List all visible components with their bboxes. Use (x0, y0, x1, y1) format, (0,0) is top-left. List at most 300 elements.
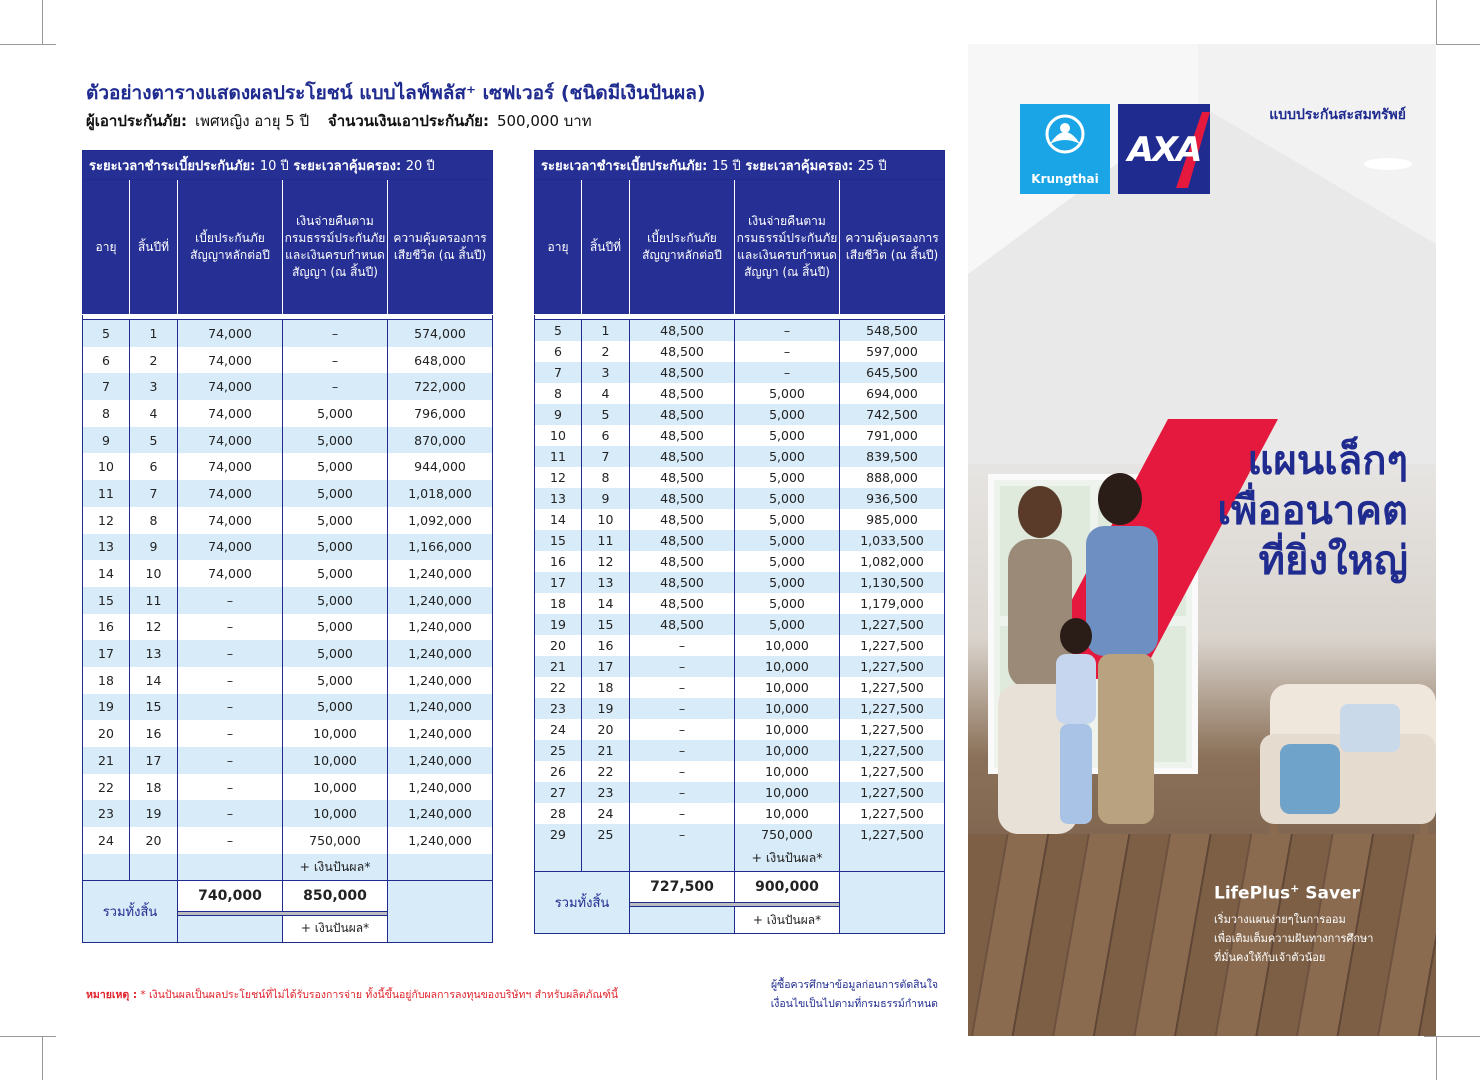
table-row (535, 467, 945, 488)
cell-death: 1,227,500 (840, 656, 945, 677)
cell-cashback: 10,000 (735, 719, 840, 740)
crop-mark (42, 0, 43, 44)
cell-death: 1,033,500 (840, 530, 945, 551)
cell-year: 12 (130, 614, 178, 641)
cell-premium: 74,000 (178, 427, 283, 454)
cell-death: 1,130,500 (840, 572, 945, 593)
cell-death: 1,227,500 (840, 761, 945, 782)
cell-premium: 48,500 (630, 341, 735, 362)
cell-age: 6 (535, 341, 582, 362)
table-row (535, 404, 945, 425)
cell-year: 17 (582, 656, 630, 677)
cell-age: 23 (535, 698, 582, 719)
cell-cashback: 750,000 (283, 827, 388, 854)
cell-age: 10 (83, 453, 130, 480)
cell-age: 14 (535, 509, 582, 530)
cell-premium: – (630, 656, 735, 677)
cell-premium: 48,500 (630, 488, 735, 509)
cell-age: 18 (83, 667, 130, 694)
table-row (83, 534, 493, 561)
insured-info (86, 109, 606, 133)
crop-mark (1436, 1036, 1437, 1080)
cell-cashback: 5,000 (283, 640, 388, 667)
cell-cashback: 10,000 (735, 635, 840, 656)
sum-label: จำนวนเงินเอาประกันภัย: (327, 112, 489, 130)
cell-premium: – (630, 824, 735, 845)
cell-cashback: 5,000 (283, 614, 388, 641)
cell-death: 1,227,500 (840, 824, 945, 845)
table-row (535, 803, 945, 824)
advice-note (760, 976, 938, 1014)
cell-death: 1,240,000 (388, 800, 493, 827)
cell-cashback: 5,000 (283, 667, 388, 694)
cell-year: 17 (130, 747, 178, 774)
table-row (535, 593, 945, 614)
cell-cashback: 5,000 (735, 467, 840, 488)
table-row (83, 800, 493, 827)
cell-death: 870,000 (388, 427, 493, 454)
cell-premium: – (178, 800, 283, 827)
cell-year: 15 (582, 614, 630, 635)
dividend-note: + เงินปันผล* (283, 854, 388, 881)
cell-year: 23 (582, 782, 630, 803)
cell-year: 22 (582, 761, 630, 782)
col-header-death: ความคุ้มครองการเสียชีวิต (ณ สิ้นปี) (840, 180, 945, 315)
cell-premium: – (630, 677, 735, 698)
cell-cashback: 10,000 (735, 656, 840, 677)
cell-cashback: 5,000 (283, 694, 388, 721)
cell-year: 14 (130, 667, 178, 694)
cell-year: 15 (130, 694, 178, 721)
cell-age: 16 (535, 551, 582, 572)
table-row (83, 480, 493, 507)
cell-death: 944,000 (388, 453, 493, 480)
cell-age: 15 (535, 530, 582, 551)
total-cashback: 850,000 (283, 880, 388, 911)
cell-age: 7 (535, 362, 582, 383)
cell-premium: – (630, 740, 735, 761)
cell-age: 12 (535, 467, 582, 488)
cell-age: 13 (535, 488, 582, 509)
table-row (535, 341, 945, 362)
cell-death: 796,000 (388, 400, 493, 427)
cell-premium: – (178, 667, 283, 694)
cell-cashback: 5,000 (283, 427, 388, 454)
table-row (83, 720, 493, 747)
cell-cashback: 5,000 (735, 425, 840, 446)
cell-death: 742,500 (840, 404, 945, 425)
total-extra: + เงินปันผล* (735, 907, 840, 934)
table-row (535, 740, 945, 761)
cell-year: 10 (582, 509, 630, 530)
cell-year: 5 (130, 427, 178, 454)
cell-cashback: 10,000 (283, 747, 388, 774)
cell-death: 1,240,000 (388, 667, 493, 694)
table-row (535, 824, 945, 845)
crop-mark (42, 1036, 43, 1080)
cell-death: 1,240,000 (388, 587, 493, 614)
cell-year: 3 (582, 362, 630, 383)
cell-death: 1,166,000 (388, 534, 493, 561)
footnote-label: หมายเหตุ : (86, 989, 138, 1001)
table-row (535, 530, 945, 551)
cell-age: 14 (83, 560, 130, 587)
cell-age: 22 (535, 677, 582, 698)
cell-age: 13 (83, 534, 130, 561)
cell-cashback: 5,000 (283, 560, 388, 587)
cell-year: 7 (130, 480, 178, 507)
cell-death: 574,000 (388, 320, 493, 347)
cell-premium: 74,000 (178, 347, 283, 374)
cell-death: 1,240,000 (388, 614, 493, 641)
cover-panel (968, 44, 1436, 1036)
cell-death: 548,500 (840, 320, 945, 342)
table-row (535, 509, 945, 530)
cell-death: 648,000 (388, 347, 493, 374)
cell-death: 722,000 (388, 373, 493, 400)
cell-cashback: 5,000 (283, 453, 388, 480)
cell-age: 8 (83, 400, 130, 427)
col-header-cashback: เงินจ่ายคืนตามกรมธรรม์ประกันภัยและเงินครบกำหนดสัญญา (ณ สิ้นปี) (735, 180, 840, 315)
cell-death: 1,227,500 (840, 803, 945, 824)
cell-death: 1,240,000 (388, 560, 493, 587)
cell-year: 9 (130, 534, 178, 561)
cell-premium: – (630, 698, 735, 719)
cell-cashback: 5,000 (283, 400, 388, 427)
table-row (83, 373, 493, 400)
cell-cashback: 10,000 (283, 720, 388, 747)
cell-year: 16 (130, 720, 178, 747)
cell-premium: 48,500 (630, 404, 735, 425)
cell-premium: 48,500 (630, 362, 735, 383)
cell-age: 24 (83, 827, 130, 854)
cell-year: 7 (582, 446, 630, 467)
cell-cashback: – (283, 320, 388, 347)
cell-cashback: 5,000 (735, 572, 840, 593)
cell-death: 597,000 (840, 341, 945, 362)
cell-cashback: 5,000 (735, 551, 840, 572)
cell-cashback: 5,000 (735, 383, 840, 404)
cell-age: 9 (535, 404, 582, 425)
cell-age: 5 (83, 320, 130, 347)
table-row (535, 761, 945, 782)
cell-premium: 74,000 (178, 453, 283, 480)
footnote-text: * เงินปันผลเป็นผลประโยชน์ที่ไม่ได้รับรองการจ่าย ทั้งนี้ขึ้นอยู่กับผลการลงทุนของบริษัทฯ สำหรับผลิตภัณฑ์นี้ (140, 989, 619, 1001)
table-row (535, 425, 945, 446)
cell-age: 18 (535, 593, 582, 614)
total-extra: + เงินปันผล* (283, 915, 388, 942)
cell-age: 11 (83, 480, 130, 507)
cell-cashback: – (735, 341, 840, 362)
table-row (535, 488, 945, 509)
cell-year: 13 (582, 572, 630, 593)
cell-death: 791,000 (840, 425, 945, 446)
cell-age: 15 (83, 587, 130, 614)
cell-age: 11 (535, 446, 582, 467)
product-description: เริ่มวางแผนง่ายๆในการออม เพื่อเติมเต็มความฝันทางการศึกษา ที่มั่นคงให้กับเจ้าตัวน้อย (1214, 913, 1374, 964)
cell-premium: 48,500 (630, 614, 735, 635)
cell-death: 1,227,500 (840, 719, 945, 740)
cell-year: 9 (582, 488, 630, 509)
cell-year: 19 (130, 800, 178, 827)
cell-death: 1,092,000 (388, 507, 493, 534)
table-caption: ระยะเวลาชำระเบี้ยประกันภัย: 10 ปี ระยะเวลาคุ้มครอง: 20 ปี (83, 151, 493, 180)
cell-cashback: 10,000 (735, 761, 840, 782)
cell-premium: 74,000 (178, 373, 283, 400)
cell-death: 1,018,000 (388, 480, 493, 507)
cell-year: 25 (582, 824, 630, 845)
cell-year: 1 (130, 320, 178, 347)
cell-death: 1,227,500 (840, 635, 945, 656)
cell-year: 20 (582, 719, 630, 740)
cell-cashback: 5,000 (283, 534, 388, 561)
total-premium: 727,500 (630, 872, 735, 903)
table-row-dividend (535, 845, 945, 872)
cell-age: 17 (535, 572, 582, 593)
cell-death: 888,000 (840, 467, 945, 488)
cell-premium: 48,500 (630, 320, 735, 342)
total-label: รวมทั้งสิ้น (535, 872, 630, 934)
total-cashback: 900,000 (735, 872, 840, 903)
cell-premium: – (630, 719, 735, 740)
cell-premium: – (178, 694, 283, 721)
cell-age: 8 (535, 383, 582, 404)
cell-age: 17 (83, 640, 130, 667)
cell-cashback: 5,000 (735, 614, 840, 635)
cell-year: 5 (582, 404, 630, 425)
table-row (83, 320, 493, 347)
cell-age: 20 (535, 635, 582, 656)
cell-cashback: 10,000 (283, 774, 388, 801)
cell-year: 16 (582, 635, 630, 656)
cell-premium: – (178, 827, 283, 854)
krungthai-name: Krungthai (1031, 172, 1099, 186)
table-row (83, 667, 493, 694)
table-row (535, 362, 945, 383)
cell-cashback: 5,000 (283, 587, 388, 614)
cell-cashback: 10,000 (735, 698, 840, 719)
table-row (535, 572, 945, 593)
headline: แผนเล็กๆ เพื่ออนาคต ที่ยิ่งใหญ่ (1217, 438, 1408, 584)
col-header-death: ความคุ้มครองการเสียชีวิต (ณ สิ้นปี) (388, 180, 493, 315)
col-header-age: อายุ (83, 180, 130, 315)
cell-death: 1,240,000 (388, 694, 493, 721)
advice-line: ผู้ซื้อควรศึกษาข้อมูลก่อนการตัดสินใจ (770, 979, 938, 991)
cell-year: 1 (582, 320, 630, 342)
cell-premium: 48,500 (630, 425, 735, 446)
cell-year: 14 (582, 593, 630, 614)
footnote (86, 986, 618, 1003)
cell-year: 21 (582, 740, 630, 761)
table-row-dividend (83, 854, 493, 881)
cell-age: 28 (535, 803, 582, 824)
table-row (535, 698, 945, 719)
table-caption: ระยะเวลาชำระเบี้ยประกันภัย: 15 ปี ระยะเวลาคุ้มครอง: 25 ปี (535, 151, 945, 180)
table-row (83, 640, 493, 667)
table-row (535, 614, 945, 635)
table-row (535, 446, 945, 467)
cell-age: 12 (83, 507, 130, 534)
cell-age: 16 (83, 614, 130, 641)
cell-premium: 74,000 (178, 534, 283, 561)
cell-premium: 48,500 (630, 467, 735, 488)
col-header-year: สิ้นปีที่ (582, 180, 630, 315)
crop-mark (1424, 1036, 1480, 1037)
table-row (535, 656, 945, 677)
cell-age: 25 (535, 740, 582, 761)
table-row (83, 560, 493, 587)
cell-death: 645,500 (840, 362, 945, 383)
cell-death: 936,500 (840, 488, 945, 509)
table-row (83, 453, 493, 480)
cell-death: 1,240,000 (388, 640, 493, 667)
cell-cashback: 5,000 (283, 507, 388, 534)
cell-premium: 74,000 (178, 480, 283, 507)
col-header-premium: เบี้ยประกันภัยสัญญาหลักต่อปี (630, 180, 735, 315)
sum-value: 500,000 บาท (496, 112, 592, 130)
cell-death: 1,240,000 (388, 720, 493, 747)
crop-mark (1436, 0, 1437, 44)
cell-death: 1,227,500 (840, 614, 945, 635)
cell-death: 1,082,000 (840, 551, 945, 572)
cell-age: 20 (83, 720, 130, 747)
cell-age: 19 (83, 694, 130, 721)
table-row (535, 551, 945, 572)
crop-mark (0, 44, 56, 45)
cell-death: 1,227,500 (840, 698, 945, 719)
table-row (83, 427, 493, 454)
garuda-icon (1042, 114, 1088, 164)
total-premium: 740,000 (178, 880, 283, 911)
cell-cashback: 5,000 (735, 509, 840, 530)
cell-death: 1,227,500 (840, 677, 945, 698)
cell-premium: – (630, 782, 735, 803)
table-row (535, 383, 945, 404)
cell-cashback: – (283, 373, 388, 400)
table-row (535, 782, 945, 803)
table-row (83, 827, 493, 854)
cell-death: 1,240,000 (388, 774, 493, 801)
cell-cashback: 10,000 (735, 740, 840, 761)
page-title: ตัวอย่างตารางแสดงผลประโยชน์ แบบไลฟ์พลัส⁺ เซฟเวอร์ (ชนิดมีเงินปันผล) (86, 82, 706, 104)
cell-death: 985,000 (840, 509, 945, 530)
cell-cashback: 10,000 (735, 677, 840, 698)
cell-year: 6 (582, 425, 630, 446)
cell-premium: 74,000 (178, 560, 283, 587)
cell-year: 8 (130, 507, 178, 534)
cell-premium: 74,000 (178, 400, 283, 427)
product-category: แบบประกันสะสมทรัพย์ (1269, 107, 1406, 123)
advice-line: เงื่อนไขเป็นไปตามที่กรมธรรม์กำหนด (770, 998, 938, 1010)
cell-cashback: 5,000 (735, 593, 840, 614)
cell-premium: 48,500 (630, 572, 735, 593)
cell-premium: – (178, 720, 283, 747)
cell-premium: – (630, 635, 735, 656)
cell-cashback: 10,000 (735, 803, 840, 824)
table-row (83, 347, 493, 374)
total-label: รวมทั้งสิ้น (83, 880, 178, 942)
benefit-table-10-20 (82, 150, 493, 943)
cell-premium: 48,500 (630, 551, 735, 572)
cell-year: 6 (130, 453, 178, 480)
axa-name: AXA (1127, 130, 1201, 170)
col-header-age: อายุ (535, 180, 582, 315)
cell-age: 22 (83, 774, 130, 801)
cell-cashback: – (735, 362, 840, 383)
table-row (83, 400, 493, 427)
cell-age: 26 (535, 761, 582, 782)
cell-cashback: – (735, 320, 840, 342)
crop-mark (0, 1036, 56, 1037)
table-row (535, 320, 945, 342)
cell-age: 10 (535, 425, 582, 446)
cell-age: 21 (83, 747, 130, 774)
cell-premium: 48,500 (630, 593, 735, 614)
cell-death: 1,240,000 (388, 827, 493, 854)
product-name: LifePlus+ Saver (1214, 882, 1360, 904)
cell-cashback: 750,000 (735, 824, 840, 845)
cell-year: 2 (130, 347, 178, 374)
cell-year: 18 (582, 677, 630, 698)
cell-year: 8 (582, 467, 630, 488)
cell-cashback: 5,000 (735, 488, 840, 509)
cell-year: 3 (130, 373, 178, 400)
cell-premium: 48,500 (630, 509, 735, 530)
cell-cashback: 5,000 (735, 530, 840, 551)
cell-cashback: 5,000 (735, 446, 840, 467)
cell-premium: – (178, 747, 283, 774)
cell-premium: 48,500 (630, 530, 735, 551)
table-row (535, 677, 945, 698)
cell-age: 7 (83, 373, 130, 400)
cell-year: 11 (582, 530, 630, 551)
cell-premium: 48,500 (630, 446, 735, 467)
cell-age: 24 (535, 719, 582, 740)
cell-cashback: 10,000 (735, 782, 840, 803)
cell-year: 10 (130, 560, 178, 587)
cell-premium: 48,500 (630, 383, 735, 404)
cell-age: 27 (535, 782, 582, 803)
cell-death: 839,500 (840, 446, 945, 467)
cell-age: 21 (535, 656, 582, 677)
cell-age: 9 (83, 427, 130, 454)
cell-year: 4 (582, 383, 630, 404)
cell-cashback: 5,000 (735, 404, 840, 425)
cell-premium: – (630, 803, 735, 824)
col-header-year: สิ้นปีที่ (130, 180, 178, 315)
benefit-table-15-25 (534, 150, 945, 934)
cell-age: 19 (535, 614, 582, 635)
cell-year: 11 (130, 587, 178, 614)
dividend-note: + เงินปันผล* (735, 845, 840, 872)
cell-death: 1,227,500 (840, 740, 945, 761)
cell-cashback: – (283, 347, 388, 374)
cell-premium: – (630, 761, 735, 782)
cell-cashback: 10,000 (283, 800, 388, 827)
table-row (83, 587, 493, 614)
cell-year: 2 (582, 341, 630, 362)
cell-premium: 74,000 (178, 320, 283, 347)
table-row (83, 507, 493, 534)
cell-year: 4 (130, 400, 178, 427)
axa-logo (1118, 104, 1210, 194)
cell-premium: – (178, 640, 283, 667)
cell-premium: – (178, 587, 283, 614)
cell-year: 13 (130, 640, 178, 667)
table-row (83, 747, 493, 774)
cell-premium: – (178, 774, 283, 801)
cell-age: 6 (83, 347, 130, 374)
